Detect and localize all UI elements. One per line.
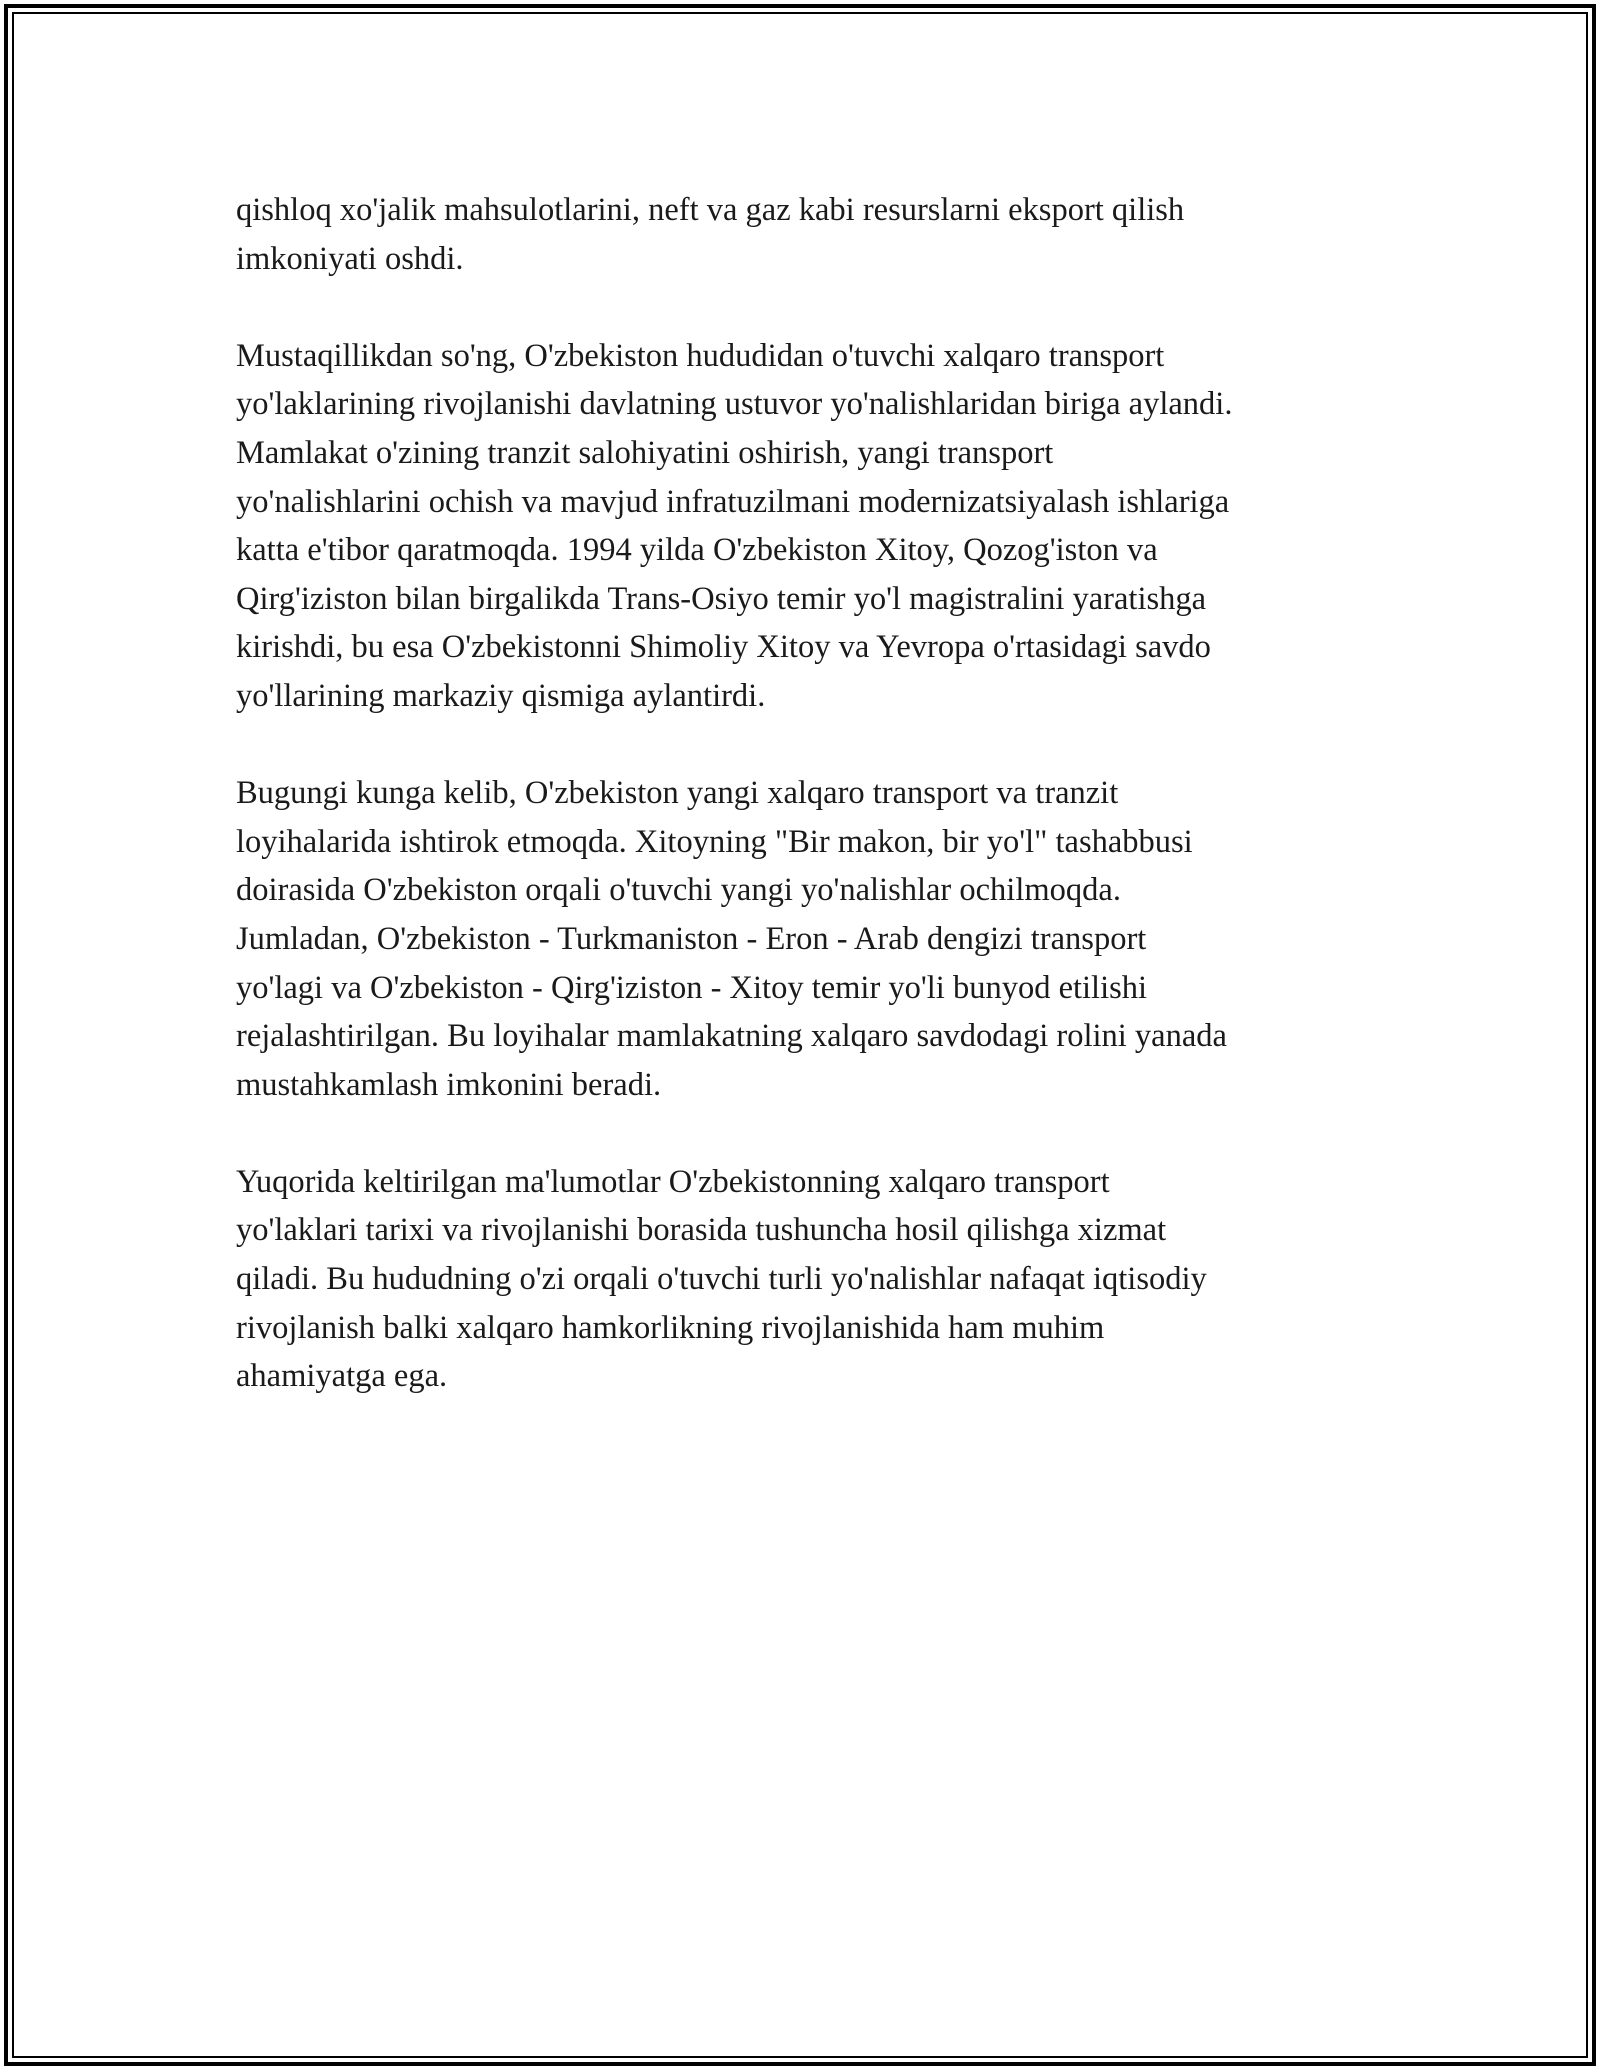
paragraph-1: qishloq xo'jalik mahsulotlarini, neft va gaz kabi resurslarni eksport qilish imkoniyati oshdi. — [236, 192, 1185, 277]
paragraph-2: Mustaqillikdan so'ng, O'zbekiston hududidan o'tuvchi xalqaro transport yo'laklarining rivojlanishi davlatning ustuvor yo'nalishlaridan biriga aylandi. Mamlakat o'zining tranzit salohiyatini oshirish, yangi transport yo'nalishlarini ochish va mavjud infratuzilmani modernizatsiyalash ishlariga katta e'tibor qaratmoqda. 1994 yilda O'zbekiston Xitoy, Qozog'iston va Qirg'iziston bilan birgalikda Trans-Osiyo temir yo'l magistralini yaratishga kirishdi, bu esa O'zbekistonni Shimoliy Xitoy va Yevropa o'rtasidagi savdo yo'llarining markaziy qismiga aylantirdi. — [236, 337, 1233, 714]
paragraph-3: Bugungi kunga kelib, O'zbekiston yangi xalqaro transport va tranzit loyihalarida ishtirok etmoqda. Xitoyning "Bir makon, bir yo'l" tashabbusi doirasida O'zbekiston orqali o'tuvchi yangi yo'nalishlar ochilmoqda. Jumladan, O'zbekiston - Turkmaniston - Eron - Arab dengizi transport yo'lagi va O'zbekiston - Qirg'iziston - Xitoy temir yo'li bunyod etilishi rejalashtirilgan. Bu loyihalar mamlakatning xalqaro savdodagi rolini yanada mustahkamlash imkonini beradi. — [236, 775, 1227, 1103]
document-body — [236, 186, 1366, 1449]
paragraph-4: Yuqorida keltirilgan ma'lumotlar O'zbekistonning xalqaro transport yo'laklari tarixi va rivojlanishi borasida tushuncha hosil qilishga xizmat qiladi. Bu hududning o'zi orqali o'tuvchi turli yo'nalishlar nafaqat iqtisodiy rivojlanish balki xalqaro hamkorlikning rivojlanishida ham muhim ahamiyatga ega. — [236, 1163, 1207, 1395]
